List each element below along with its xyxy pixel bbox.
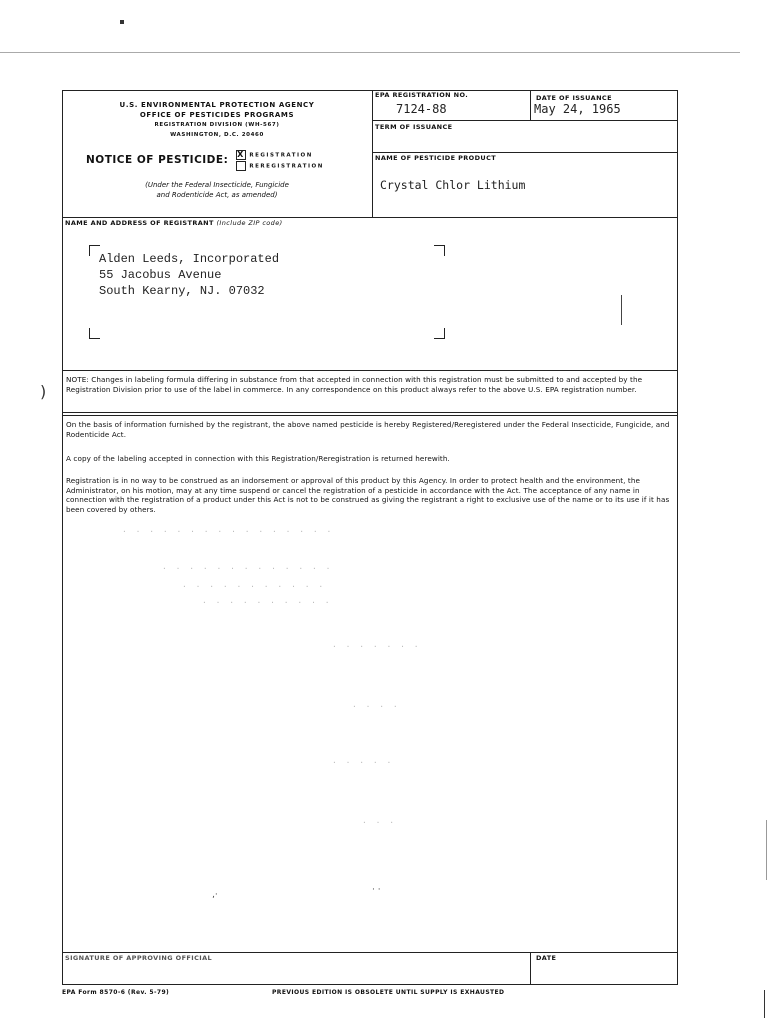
- reregistration-checkbox[interactable]: [236, 161, 246, 171]
- pesticide-notice-form: [62, 90, 678, 985]
- agency-address: WASHINGTON, D.C. 20460: [170, 132, 264, 138]
- notice-title: NOTICE OF PESTICIDE:: [86, 154, 229, 166]
- faint-scan-text: · · · · ·: [332, 758, 394, 767]
- agency-name: U.S. ENVIRONMENTAL PROTECTION AGENCY: [119, 101, 315, 109]
- body-paragraph-2: A copy of the labeling accepted in connection with this Registration/Reregistration is returned herewith.: [66, 454, 450, 463]
- form-edition-note: PREVIOUS EDITION IS OBSOLETE UNTIL SUPPLY IS EXHAUSTED: [272, 989, 505, 996]
- address-bracket-bottom-right: [434, 328, 445, 339]
- faint-scan-text: · · · ·: [352, 702, 400, 711]
- registrant-label-text: NAME AND ADDRESS OF REGISTRANT: [65, 219, 214, 227]
- faint-scan-text: · · · · · · · · · · ·: [182, 582, 326, 591]
- scan-noise-line: [0, 52, 740, 53]
- faint-scan-text: · · ·: [362, 818, 397, 827]
- agency-office: OFFICE OF PESTICIDES PROGRAMS: [139, 111, 295, 119]
- registration-no-value[interactable]: 7124-88: [396, 102, 447, 116]
- registration-checkbox[interactable]: X: [237, 150, 245, 159]
- body-paragraph-1: On the basis of information furnished by the registrant, the above named pesticide is hereby Registered/Reregistered under the Federal Insecticide, Fungicide, and Rodenticide Act.: [66, 420, 670, 439]
- registrant-city: South Kearny, NJ. 07032: [99, 284, 265, 298]
- scan-mark: [621, 295, 622, 325]
- notice-options: [236, 150, 324, 171]
- body-paragraph-3: Registration is in no way to be construed as an indorsement or approval of this product by this Agency. In order to protect health and the environment, the Administrator, on his motion, may at any time suspend or cancel the registration of a pesticide in accordance with the Act. The acceptance of any name in connection with the registration of a product under this Act is not to be construed as giving the registrant a right to exclusive use of the name or to its use if it has been covered by others.: [66, 476, 670, 514]
- registrant-address[interactable]: [99, 251, 279, 299]
- form-number: EPA Form 8570-6 (Rev. 5-79): [62, 989, 170, 996]
- agency-header: [62, 100, 372, 140]
- notice-subtitle: [62, 180, 372, 200]
- term-of-issuance-label: TERM OF ISSUANCE: [375, 123, 453, 131]
- signature-label: SIGNATURE OF APPROVING OFFICIAL: [65, 954, 213, 962]
- registrant-name: Alden Leeds, Incorporated: [99, 252, 280, 266]
- option-reregistration-label: REREGISTRATION: [249, 163, 324, 169]
- scan-mark: ): [40, 382, 47, 401]
- signature-date-label: DATE: [536, 954, 557, 962]
- address-bracket-top-right: [434, 245, 445, 256]
- note-text: NOTE: Changes in labeling formula differing in substance from that accepted in connection with this registration must be submitted to and accepted by the Registration Division prior to use of the label in commerce. In any correspondence on this product always refer to the above U.S. EPA registration number.: [66, 375, 643, 394]
- scan-mark: [766, 820, 767, 880]
- faint-scan-text: · · · · · · · · · · · · ·: [162, 564, 333, 573]
- product-name-label: NAME OF PESTICIDE PRODUCT: [375, 154, 497, 162]
- registrant-label: [65, 219, 283, 227]
- address-bracket-bottom-left: [89, 328, 100, 339]
- faint-scan-text: · · · · · · · · · · · · · · · ·: [122, 527, 334, 536]
- scan-speck: · ·: [372, 885, 381, 895]
- option-registration-label: REGISTRATION: [249, 152, 313, 159]
- scan-speck: ‚·: [212, 890, 218, 900]
- date-of-issuance-label: DATE OF ISSUANCE: [536, 94, 612, 102]
- date-of-issuance-value[interactable]: May 24, 1965: [534, 102, 621, 116]
- faint-scan-text: · · · · · · · · · ·: [202, 598, 332, 607]
- registrant-label-note: (Include ZIP code): [216, 219, 283, 227]
- registrant-street: 55 Jacobus Avenue: [99, 268, 222, 282]
- product-name-value[interactable]: Crystal Chlor Lithium: [380, 178, 526, 192]
- faint-scan-text: · · · · · · ·: [332, 642, 421, 651]
- option-reregistration[interactable]: [236, 161, 324, 172]
- agency-division: REGISTRATION DIVISION (WH-567): [154, 122, 280, 128]
- scan-mark: [764, 990, 765, 1018]
- registration-no-label: EPA REGISTRATION NO.: [375, 91, 469, 99]
- notice-subtitle-line1: (Under the Federal Insecticide, Fungicide: [145, 181, 289, 189]
- scan-speck: [120, 20, 124, 24]
- option-registration[interactable]: [236, 150, 324, 161]
- notice-subtitle-line2: and Rodenticide Act, as amended): [156, 191, 278, 199]
